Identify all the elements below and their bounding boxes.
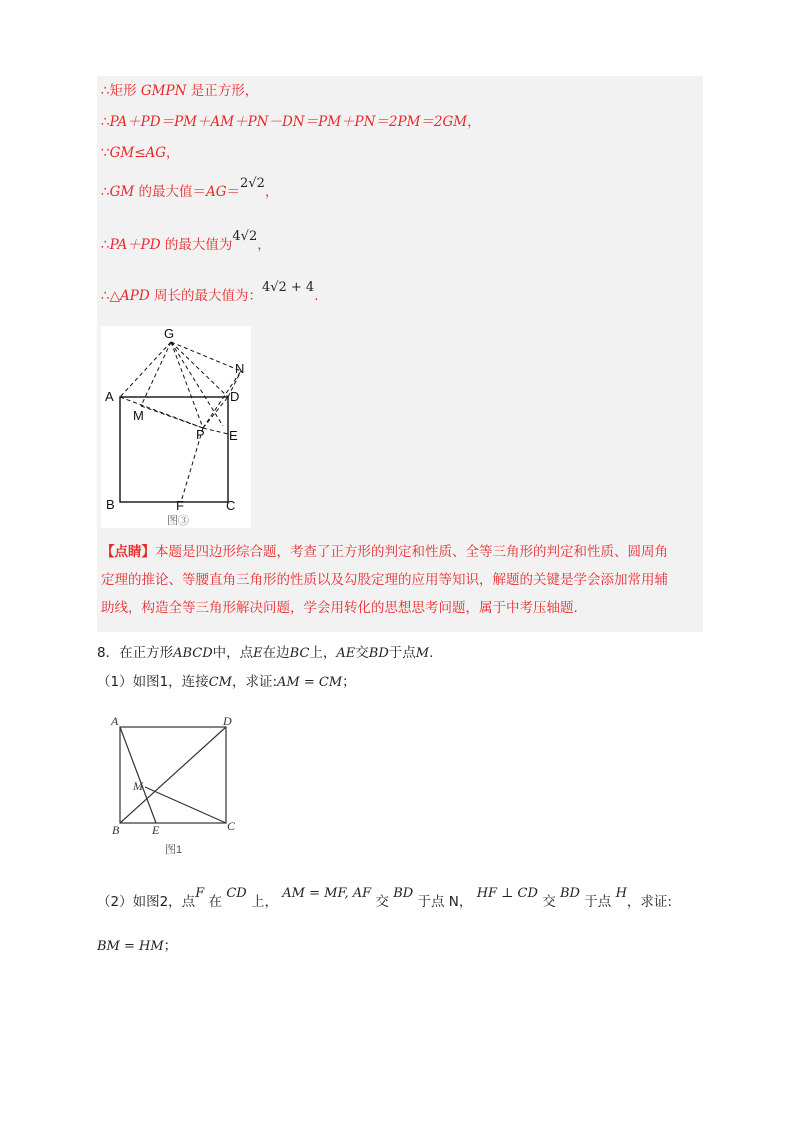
solution-line-4: ∴GM 的最大值＝AG＝2√2， [101, 176, 279, 200]
problem-8-statement: 8．在正方形ABCD中，点E在边BC上，AE交BD于点M. [97, 645, 434, 661]
label-f: F [176, 498, 184, 513]
comment-line-1: 【点睛】本题是四边形综合题，考查了正方形的判定和性质、全等三角形的判定和性质、圆周角 [101, 544, 668, 560]
label-m: M [133, 408, 144, 423]
comment-line-2: 定理的推论、等腰直角三角形的性质以及勾股定理的应用等知识，解题的关键是学会添加常用辅 [101, 572, 668, 588]
fig1-label-c: C [227, 819, 236, 833]
math-4sqrt2: 4√2 [232, 229, 258, 244]
fig1-label-d: D [223, 714, 232, 728]
comment-line-3: 助线，构造全等三角形解决问题，学会用转化的思想思考问题，属于中考压轴题. [101, 600, 578, 616]
label-c: C [226, 498, 236, 513]
fig1-label-e: E [152, 823, 160, 837]
part-1-statement: （1）如图1，连接CM，求证:AM = CM； [97, 674, 356, 690]
comment-block [101, 538, 701, 622]
label-g: G [164, 326, 175, 341]
diagonal-bd [120, 727, 226, 823]
solution-line-3: ∵GM≤AG， [101, 145, 180, 161]
solution-line-1: ∴矩形 GMPN 是正方形， [101, 83, 259, 99]
label-a: A [105, 389, 114, 404]
figure-1 [107, 711, 247, 859]
segment-cm [145, 787, 226, 823]
label-e: E [229, 428, 238, 443]
math-2sqrt2: 2√2 [240, 176, 265, 191]
solution-line-2: ∴PA＋PD＝PM＋AM＋PN－DN＝PM＋PN＝2PM＝2GM， [101, 114, 481, 130]
solution-line-5: ∴PA＋PD 的最大值为4√2， [101, 229, 271, 253]
figure-1-svg [107, 711, 247, 859]
math-4sqrt2-plus-4: 4√2 + 4 [261, 280, 315, 295]
figure-3-caption: 图③ [167, 515, 189, 527]
fig1-label-b: B [112, 823, 120, 837]
label-n: N [235, 361, 245, 376]
figure-1-caption: 图1 [165, 844, 183, 856]
fig1-label-a: A [111, 714, 119, 728]
label-b: B [106, 497, 115, 512]
comment-tag: 【点睛】 [101, 544, 155, 560]
figure-3 [101, 326, 251, 528]
figure-3-svg [101, 326, 251, 528]
part-2-statement-line-2: BM = HM； [97, 938, 178, 954]
solution-line-6: ∴△APD 周长的最大值为：4√2 + 4. [101, 280, 319, 304]
label-p: P [196, 427, 205, 442]
label-d: D [230, 389, 240, 404]
segment-ae [120, 727, 156, 823]
part-2-statement: （2）如图2，点F 在 CD 上， AM = MF, AF 交 BD 于点 N， HF ⊥ CD 交 BD 于点 H，求证: [97, 886, 672, 910]
fig1-label-m: M [133, 779, 143, 793]
